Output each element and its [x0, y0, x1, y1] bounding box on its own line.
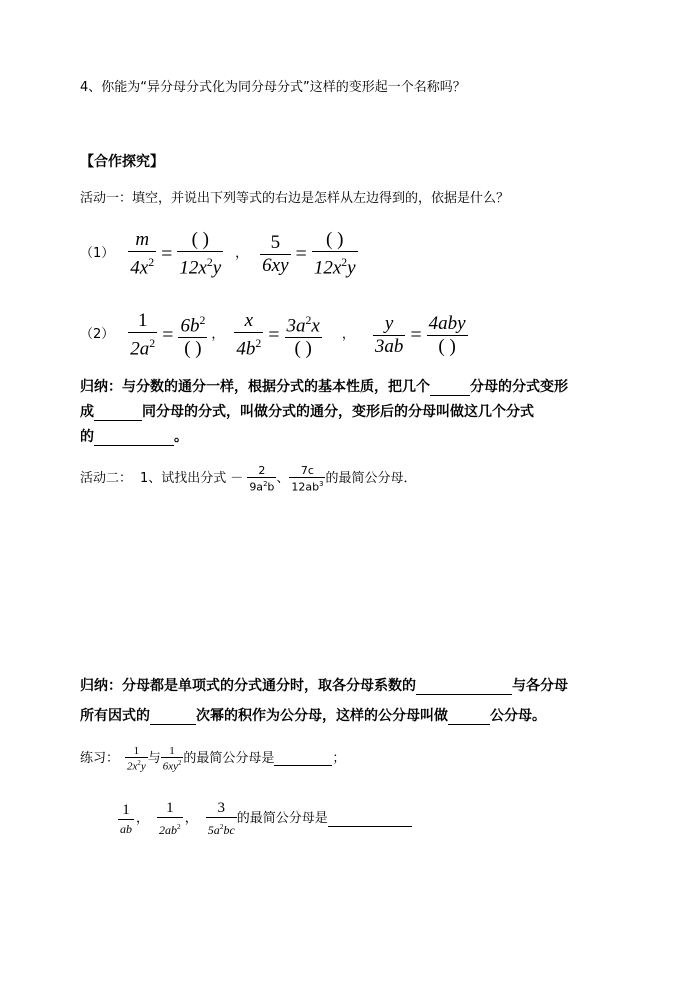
fraction: $\frac{1}{ab}$	[120, 801, 132, 836]
comma: ，	[211, 327, 225, 343]
fill-blank[interactable]	[416, 680, 512, 695]
summary-2-line-2: 所有因式的 次幂的积作为公分母，这样的公分母叫做 公分母。	[80, 708, 546, 724]
fraction: $\frac{1}{6xy^2}$	[162, 745, 182, 773]
fill-blank[interactable]	[448, 710, 490, 725]
comma: ，	[235, 246, 249, 262]
fraction: $\frac{6b^2}{( )}$	[180, 314, 206, 360]
fraction: $\frac{3a^2x}{( )}$	[286, 314, 320, 360]
equation-label: （2）	[80, 327, 115, 343]
comma: ，	[341, 327, 355, 343]
equation-row-1	[80, 229, 358, 279]
fraction: $\frac{y}{3ab}$	[374, 312, 404, 357]
fill-blank[interactable]	[150, 710, 196, 725]
fraction: $\frac{( )}{12x^2y}$	[179, 229, 222, 279]
fraction: $\frac{7c}{12ab^3}$	[291, 464, 324, 494]
summary-1-line-2: 成 同分母的分式，叫做分式的通分，变形后的分母叫做这几个分式	[80, 404, 534, 420]
equation-label: （1）	[80, 246, 115, 262]
activity-one-prompt: 活动一：填空，并说出下列等式的右边是怎样从左边得到的，依据是什么？	[80, 191, 510, 206]
activity-two: 活动二： 1、试找出分式 － $\frac{2}{9a^2b}$ 、 $\frac{7c}{12ab^3}$ 的最简公分母．	[80, 464, 417, 494]
fill-blank[interactable]	[274, 751, 332, 766]
fraction: $\frac{1}{2x^2y}$	[127, 745, 146, 773]
fill-blank[interactable]	[94, 406, 142, 421]
fill-blank[interactable]	[430, 381, 470, 396]
summary-1-line-1: 归纳：与分数的通分一样，根据分式的基本性质，把几个 分母的分式变形	[80, 379, 568, 395]
practice-label: 练习：	[80, 750, 120, 766]
fill-blank[interactable]	[94, 431, 174, 446]
fraction: $\frac{3}{5a^2bc}$	[207, 800, 235, 837]
fill-blank[interactable]	[328, 812, 412, 827]
practice-line-2: $\frac{1}{ab}$ ， $\frac{1}{2ab^2}$ ， $\frac{3}{5a^2bc}$ 的最简公分母是	[118, 799, 412, 839]
fraction: $\frac{5}{6xy}$	[262, 231, 289, 276]
equation-row-2	[80, 310, 468, 360]
fraction: $\frac{( )}{12x^2y}$	[313, 229, 356, 279]
practice-line-1: 练习： $\frac{1}{2x^2y}$ 与 $\frac{1}{6xy^2}$ 的最简公分母是 ；	[80, 745, 346, 773]
equals-sign: =	[161, 242, 173, 265]
fraction: $\frac{x}{4b^2}$	[236, 310, 262, 360]
equals-sign: =	[410, 323, 422, 346]
summary-2-line-1: 归纳：分母都是单项式的分式通分时，取各分母系数的 与各分母	[80, 678, 568, 694]
question-4: 4、你能为“异分母分式化为同分母分式”这样的变形起一个名称吗？	[80, 80, 466, 95]
summary-1-line-3: 的 。	[80, 429, 188, 445]
fraction: $\frac{1}{2a^2}$	[130, 310, 156, 360]
equals-sign: =	[295, 242, 307, 265]
equals-sign: =	[162, 323, 174, 346]
section-heading: 【合作探究】	[80, 154, 164, 170]
fraction: $\frac{1}{2ab^2}$	[159, 800, 181, 837]
equals-sign: =	[268, 323, 280, 346]
fraction: $\frac{m}{4x^2}$	[130, 229, 155, 279]
activity-two-label: 活动二：	[80, 471, 133, 487]
fraction: $\frac{\text{4aby}}{( )}$	[428, 312, 466, 357]
fraction: $\frac{2}{9a^2b}$	[249, 464, 275, 494]
